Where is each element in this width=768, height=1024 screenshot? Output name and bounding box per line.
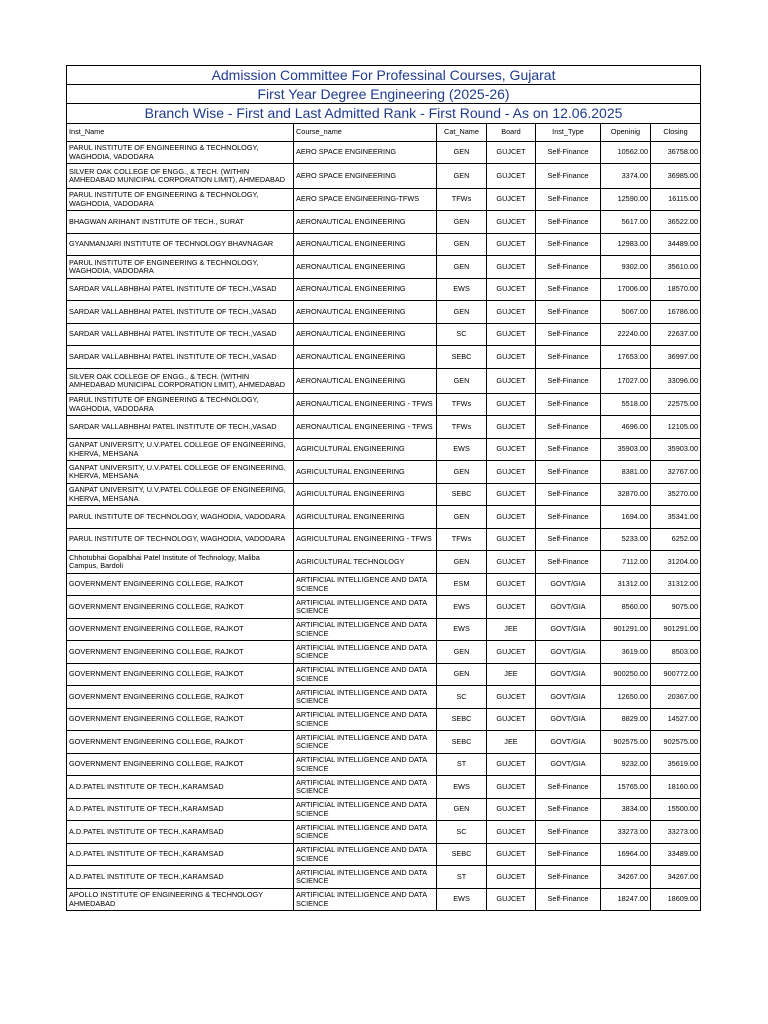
- board-cell: GUJCET: [487, 416, 536, 439]
- table-row: [67, 754, 701, 776]
- inst-type-cell: Self-Finance: [536, 301, 601, 324]
- board-cell: GUJCET: [487, 394, 536, 416]
- board-cell: GUJCET: [487, 461, 536, 484]
- course-name-cell: AGRICULTURAL TECHNOLOGY: [294, 551, 437, 574]
- table-row: [67, 279, 701, 301]
- opening-rank-cell: 12590.00: [601, 189, 651, 211]
- inst-type-cell: GOVT/GIA: [536, 731, 601, 754]
- category-cell: SC: [437, 686, 487, 709]
- closing-rank-cell: 34489.00: [651, 234, 701, 256]
- opening-rank-cell: 34267.00: [601, 866, 651, 889]
- inst-name-cell: A.D.PATEL INSTITUTE OF TECH.,KARAMSAD: [67, 821, 294, 844]
- inst-name-cell: PARUL INSTITUTE OF ENGINEERING & TECHNOLOGY, WAGHODIA, VADODARA: [67, 189, 294, 211]
- category-cell: GEN: [437, 664, 487, 686]
- table-row: [67, 416, 701, 439]
- opening-rank-cell: 15765.00: [601, 776, 651, 799]
- closing-rank-cell: 6252.00: [651, 529, 701, 551]
- inst-type-cell: Self-Finance: [536, 506, 601, 529]
- inst-name-cell: PARUL INSTITUTE OF ENGINEERING & TECHNOLOGY, WAGHODIA, VADODARA: [67, 394, 294, 416]
- board-cell: GUJCET: [487, 776, 536, 799]
- category-cell: GEN: [437, 142, 487, 164]
- category-cell: ESM: [437, 574, 487, 596]
- closing-rank-cell: 33273.00: [651, 821, 701, 844]
- category-cell: SC: [437, 324, 487, 346]
- board-cell: GUJCET: [487, 324, 536, 346]
- header-line-2: First Year Degree Engineering (2025-26): [67, 85, 701, 104]
- closing-rank-cell: 36522.00: [651, 211, 701, 234]
- inst-type-cell: Self-Finance: [536, 416, 601, 439]
- table-body: [67, 142, 701, 911]
- inst-type-cell: Self-Finance: [536, 164, 601, 189]
- table-row: [67, 461, 701, 484]
- inst-type-cell: Self-Finance: [536, 461, 601, 484]
- inst-type-cell: Self-Finance: [536, 211, 601, 234]
- table-row: [67, 641, 701, 664]
- course-name-cell: AGRICULTURAL ENGINEERING - TFWS: [294, 529, 437, 551]
- opening-rank-cell: 9232.00: [601, 754, 651, 776]
- table-row: [67, 866, 701, 889]
- course-name-cell: AERONAUTICAL ENGINEERING: [294, 346, 437, 369]
- inst-type-cell: Self-Finance: [536, 369, 601, 394]
- inst-name-cell: GANPAT UNIVERSITY, U.V.PATEL COLLEGE OF ENGINEERING, KHERVA, MEHSANA: [67, 439, 294, 461]
- table-row: [67, 211, 701, 234]
- category-cell: SEBC: [437, 731, 487, 754]
- closing-rank-cell: 35619.00: [651, 754, 701, 776]
- board-cell: GUJCET: [487, 211, 536, 234]
- inst-name-cell: SILVER OAK COLLEGE OF ENGG., & TECH. (WITHIN AMHEDABAD MUNICIPAL CORPORATION LIMIT), AHMEDABAD: [67, 369, 294, 394]
- category-cell: TFWs: [437, 189, 487, 211]
- board-cell: GUJCET: [487, 279, 536, 301]
- closing-rank-cell: 35610.00: [651, 256, 701, 279]
- inst-type-cell: Self-Finance: [536, 346, 601, 369]
- category-cell: TFWs: [437, 394, 487, 416]
- category-cell: ST: [437, 754, 487, 776]
- course-name-cell: ARTIFICIAL INTELLIGENCE AND DATA SCIENCE: [294, 709, 437, 731]
- board-cell: GUJCET: [487, 529, 536, 551]
- opening-rank-cell: 3619.00: [601, 641, 651, 664]
- header-line-1: Admission Committee For Professinal Courses, Gujarat: [67, 66, 701, 85]
- column-header-course-name: Course_name: [294, 124, 437, 142]
- inst-name-cell: GOVERNMENT ENGINEERING COLLEGE, RAJKOT: [67, 709, 294, 731]
- inst-name-cell: A.D.PATEL INSTITUTE OF TECH.,KARAMSAD: [67, 776, 294, 799]
- category-cell: SEBC: [437, 484, 487, 506]
- closing-rank-cell: 18570.00: [651, 279, 701, 301]
- column-header-cat-name: Cat_Name: [437, 124, 487, 142]
- opening-rank-cell: 32870.00: [601, 484, 651, 506]
- opening-rank-cell: 5067.00: [601, 301, 651, 324]
- course-name-cell: AERO SPACE ENGINEERING: [294, 164, 437, 189]
- inst-type-cell: Self-Finance: [536, 279, 601, 301]
- inst-name-cell: SARDAR VALLABHBHAI PATEL INSTITUTE OF TECH.,VASAD: [67, 324, 294, 346]
- inst-type-cell: Self-Finance: [536, 189, 601, 211]
- inst-name-cell: PARUL INSTITUTE OF ENGINEERING & TECHNOLOGY, WAGHODIA, VADODARA: [67, 256, 294, 279]
- inst-type-cell: Self-Finance: [536, 866, 601, 889]
- table-row: [67, 889, 701, 911]
- closing-rank-cell: 35270.00: [651, 484, 701, 506]
- opening-rank-cell: 8560.00: [601, 596, 651, 619]
- inst-type-cell: Self-Finance: [536, 394, 601, 416]
- inst-type-cell: GOVT/GIA: [536, 641, 601, 664]
- opening-rank-cell: 12650.00: [601, 686, 651, 709]
- closing-rank-cell: 22637.00: [651, 324, 701, 346]
- board-cell: GUJCET: [487, 142, 536, 164]
- opening-rank-cell: 4696.00: [601, 416, 651, 439]
- closing-rank-cell: 36985.00: [651, 164, 701, 189]
- category-cell: GEN: [437, 551, 487, 574]
- table-row: [67, 821, 701, 844]
- course-name-cell: AERONAUTICAL ENGINEERING: [294, 279, 437, 301]
- inst-name-cell: GOVERNMENT ENGINEERING COLLEGE, RAJKOT: [67, 574, 294, 596]
- inst-name-cell: GOVERNMENT ENGINEERING COLLEGE, RAJKOT: [67, 619, 294, 641]
- board-cell: GUJCET: [487, 686, 536, 709]
- closing-rank-cell: 18609.00: [651, 889, 701, 911]
- inst-name-cell: GOVERNMENT ENGINEERING COLLEGE, RAJKOT: [67, 596, 294, 619]
- category-cell: GEN: [437, 211, 487, 234]
- course-name-cell: ARTIFICIAL INTELLIGENCE AND DATA SCIENCE: [294, 889, 437, 911]
- table-row: [67, 301, 701, 324]
- inst-name-cell: SARDAR VALLABHBHAI PATEL INSTITUTE OF TECH.,VASAD: [67, 346, 294, 369]
- category-cell: EWS: [437, 596, 487, 619]
- category-cell: GEN: [437, 641, 487, 664]
- opening-rank-cell: 10562.00: [601, 142, 651, 164]
- inst-type-cell: Self-Finance: [536, 551, 601, 574]
- inst-name-cell: BHAGWAN ARIHANT INSTITUTE OF TECH., SURAT: [67, 211, 294, 234]
- course-name-cell: AGRICULTURAL ENGINEERING: [294, 461, 437, 484]
- table-row: [67, 189, 701, 211]
- course-name-cell: AGRICULTURAL ENGINEERING: [294, 506, 437, 529]
- opening-rank-cell: 8829.00: [601, 709, 651, 731]
- table-row: [67, 439, 701, 461]
- board-cell: GUJCET: [487, 551, 536, 574]
- category-cell: SEBC: [437, 709, 487, 731]
- inst-type-cell: Self-Finance: [536, 142, 601, 164]
- board-cell: GUJCET: [487, 506, 536, 529]
- closing-rank-cell: 8503.00: [651, 641, 701, 664]
- table-row: [67, 686, 701, 709]
- inst-type-cell: GOVT/GIA: [536, 709, 601, 731]
- board-cell: GUJCET: [487, 596, 536, 619]
- closing-rank-cell: 35903.00: [651, 439, 701, 461]
- closing-rank-cell: 34267.00: [651, 866, 701, 889]
- inst-name-cell: GOVERNMENT ENGINEERING COLLEGE, RAJKOT: [67, 686, 294, 709]
- opening-rank-cell: 900250.00: [601, 664, 651, 686]
- course-name-cell: ARTIFICIAL INTELLIGENCE AND DATA SCIENCE: [294, 776, 437, 799]
- category-cell: GEN: [437, 506, 487, 529]
- column-header-inst-name: Inst_Name: [67, 124, 294, 142]
- column-header-opening: Openinig: [601, 124, 651, 142]
- inst-type-cell: Self-Finance: [536, 776, 601, 799]
- closing-rank-cell: 31204.00: [651, 551, 701, 574]
- opening-rank-cell: 17027.00: [601, 369, 651, 394]
- course-name-cell: ARTIFICIAL INTELLIGENCE AND DATA SCIENCE: [294, 686, 437, 709]
- course-name-cell: AGRICULTURAL ENGINEERING: [294, 484, 437, 506]
- inst-type-cell: GOVT/GIA: [536, 664, 601, 686]
- course-name-cell: AERO SPACE ENGINEERING: [294, 142, 437, 164]
- inst-name-cell: SARDAR VALLABHBHAI PATEL INSTITUTE OF TECH.,VASAD: [67, 279, 294, 301]
- closing-rank-cell: 12105.00: [651, 416, 701, 439]
- closing-rank-cell: 16786.00: [651, 301, 701, 324]
- opening-rank-cell: 17006.00: [601, 279, 651, 301]
- board-cell: JEE: [487, 619, 536, 641]
- opening-rank-cell: 5233.00: [601, 529, 651, 551]
- category-cell: EWS: [437, 619, 487, 641]
- board-cell: GUJCET: [487, 256, 536, 279]
- table-row: [67, 256, 701, 279]
- inst-type-cell: GOVT/GIA: [536, 686, 601, 709]
- course-name-cell: AERONAUTICAL ENGINEERING - TFWS: [294, 394, 437, 416]
- opening-rank-cell: 12983.00: [601, 234, 651, 256]
- inst-type-cell: Self-Finance: [536, 324, 601, 346]
- closing-rank-cell: 18160.00: [651, 776, 701, 799]
- inst-name-cell: PARUL INSTITUTE OF TECHNOLOGY, WAGHODIA, VADODARA: [67, 506, 294, 529]
- board-cell: JEE: [487, 664, 536, 686]
- course-name-cell: ARTIFICIAL INTELLIGENCE AND DATA SCIENCE: [294, 866, 437, 889]
- opening-rank-cell: 8381.00: [601, 461, 651, 484]
- closing-rank-cell: 9075.00: [651, 596, 701, 619]
- header-line-3: Branch Wise - First and Last Admitted Rank - First Round - As on 12.06.2025: [67, 104, 701, 124]
- course-name-cell: ARTIFICIAL INTELLIGENCE AND DATA SCIENCE: [294, 731, 437, 754]
- category-cell: EWS: [437, 776, 487, 799]
- table-row: [67, 844, 701, 866]
- course-name-cell: ARTIFICIAL INTELLIGENCE AND DATA SCIENCE: [294, 641, 437, 664]
- inst-type-cell: Self-Finance: [536, 889, 601, 911]
- inst-name-cell: GOVERNMENT ENGINEERING COLLEGE, RAJKOT: [67, 641, 294, 664]
- course-name-cell: AERONAUTICAL ENGINEERING - TFWS: [294, 416, 437, 439]
- opening-rank-cell: 3834.00: [601, 799, 651, 821]
- category-cell: GEN: [437, 461, 487, 484]
- opening-rank-cell: 3374.00: [601, 164, 651, 189]
- opening-rank-cell: 902575.00: [601, 731, 651, 754]
- category-cell: EWS: [437, 889, 487, 911]
- closing-rank-cell: 33489.00: [651, 844, 701, 866]
- category-cell: GEN: [437, 369, 487, 394]
- inst-name-cell: A.D.PATEL INSTITUTE OF TECH.,KARAMSAD: [67, 844, 294, 866]
- course-name-cell: AERONAUTICAL ENGINEERING: [294, 234, 437, 256]
- inst-name-cell: GYANMANJARI INSTITUTE OF TECHNOLOGY BHAVNAGAR: [67, 234, 294, 256]
- opening-rank-cell: 5518.00: [601, 394, 651, 416]
- board-cell: GUJCET: [487, 844, 536, 866]
- closing-rank-cell: 15500.00: [651, 799, 701, 821]
- category-cell: GEN: [437, 234, 487, 256]
- course-name-cell: AERO SPACE ENGINEERING-TFWS: [294, 189, 437, 211]
- inst-type-cell: GOVT/GIA: [536, 619, 601, 641]
- course-name-cell: ARTIFICIAL INTELLIGENCE AND DATA SCIENCE: [294, 596, 437, 619]
- closing-rank-cell: 900772.00: [651, 664, 701, 686]
- closing-rank-cell: 22575.00: [651, 394, 701, 416]
- table-row: [67, 346, 701, 369]
- closing-rank-cell: 902575.00: [651, 731, 701, 754]
- inst-name-cell: SARDAR VALLABHBHAI PATEL INSTITUTE OF TECH.,VASAD: [67, 301, 294, 324]
- category-cell: GEN: [437, 256, 487, 279]
- column-header-board: Board: [487, 124, 536, 142]
- category-cell: EWS: [437, 279, 487, 301]
- course-name-cell: AERONAUTICAL ENGINEERING: [294, 369, 437, 394]
- board-cell: GUJCET: [487, 866, 536, 889]
- inst-type-cell: Self-Finance: [536, 799, 601, 821]
- inst-name-cell: SARDAR VALLABHBHAI PATEL INSTITUTE OF TECH.,VASAD: [67, 416, 294, 439]
- board-cell: GUJCET: [487, 189, 536, 211]
- inst-type-cell: Self-Finance: [536, 256, 601, 279]
- inst-type-cell: GOVT/GIA: [536, 754, 601, 776]
- course-name-cell: AERONAUTICAL ENGINEERING: [294, 211, 437, 234]
- table-row: [67, 142, 701, 164]
- table-row: [67, 529, 701, 551]
- document-sheet: [66, 65, 700, 911]
- inst-name-cell: GOVERNMENT ENGINEERING COLLEGE, RAJKOT: [67, 731, 294, 754]
- inst-name-cell: GANPAT UNIVERSITY, U.V.PATEL COLLEGE OF ENGINEERING, KHERVA, MEHSANA: [67, 461, 294, 484]
- course-name-cell: ARTIFICIAL INTELLIGENCE AND DATA SCIENCE: [294, 821, 437, 844]
- board-cell: GUJCET: [487, 484, 536, 506]
- inst-type-cell: Self-Finance: [536, 439, 601, 461]
- course-name-cell: AGRICULTURAL ENGINEERING: [294, 439, 437, 461]
- board-cell: JEE: [487, 731, 536, 754]
- table-row: [67, 619, 701, 641]
- board-cell: GUJCET: [487, 574, 536, 596]
- inst-name-cell: GOVERNMENT ENGINEERING COLLEGE, RAJKOT: [67, 664, 294, 686]
- category-cell: SEBC: [437, 844, 487, 866]
- board-cell: GUJCET: [487, 234, 536, 256]
- table-row: [67, 324, 701, 346]
- inst-type-cell: Self-Finance: [536, 234, 601, 256]
- course-name-cell: AERONAUTICAL ENGINEERING: [294, 324, 437, 346]
- table-row: [67, 709, 701, 731]
- category-cell: GEN: [437, 164, 487, 189]
- course-name-cell: AERONAUTICAL ENGINEERING: [294, 301, 437, 324]
- opening-rank-cell: 22240.00: [601, 324, 651, 346]
- opening-rank-cell: 9302.00: [601, 256, 651, 279]
- inst-type-cell: GOVT/GIA: [536, 574, 601, 596]
- course-name-cell: ARTIFICIAL INTELLIGENCE AND DATA SCIENCE: [294, 844, 437, 866]
- opening-rank-cell: 5617.00: [601, 211, 651, 234]
- column-header-row: [67, 124, 701, 142]
- inst-name-cell: GOVERNMENT ENGINEERING COLLEGE, RAJKOT: [67, 754, 294, 776]
- closing-rank-cell: 36758.00: [651, 142, 701, 164]
- inst-name-cell: PARUL INSTITUTE OF TECHNOLOGY, WAGHODIA, VADODARA: [67, 529, 294, 551]
- category-cell: EWS: [437, 439, 487, 461]
- board-cell: GUJCET: [487, 346, 536, 369]
- closing-rank-cell: 901291.00: [651, 619, 701, 641]
- table-row: [67, 551, 701, 574]
- closing-rank-cell: 36997.00: [651, 346, 701, 369]
- category-cell: GEN: [437, 799, 487, 821]
- closing-rank-cell: 14527.00: [651, 709, 701, 731]
- table-row: [67, 799, 701, 821]
- course-name-cell: ARTIFICIAL INTELLIGENCE AND DATA SCIENCE: [294, 619, 437, 641]
- closing-rank-cell: 31312.00: [651, 574, 701, 596]
- category-cell: SC: [437, 821, 487, 844]
- inst-type-cell: Self-Finance: [536, 529, 601, 551]
- course-name-cell: ARTIFICIAL INTELLIGENCE AND DATA SCIENCE: [294, 799, 437, 821]
- opening-rank-cell: 901291.00: [601, 619, 651, 641]
- closing-rank-cell: 32767.00: [651, 461, 701, 484]
- opening-rank-cell: 33273.00: [601, 821, 651, 844]
- opening-rank-cell: 17653.00: [601, 346, 651, 369]
- inst-type-cell: Self-Finance: [536, 484, 601, 506]
- column-header-inst-type: Inst_Type: [536, 124, 601, 142]
- table-row: [67, 596, 701, 619]
- category-cell: ST: [437, 866, 487, 889]
- inst-type-cell: Self-Finance: [536, 821, 601, 844]
- inst-name-cell: A.D.PATEL INSTITUTE OF TECH.,KARAMSAD: [67, 866, 294, 889]
- board-cell: GUJCET: [487, 369, 536, 394]
- inst-name-cell: GANPAT UNIVERSITY, U.V.PATEL COLLEGE OF ENGINEERING, KHERVA, MEHSANA: [67, 484, 294, 506]
- inst-name-cell: A.D.PATEL INSTITUTE OF TECH.,KARAMSAD: [67, 799, 294, 821]
- category-cell: TFWs: [437, 529, 487, 551]
- opening-rank-cell: 18247.00: [601, 889, 651, 911]
- inst-type-cell: Self-Finance: [536, 844, 601, 866]
- table-row: [67, 574, 701, 596]
- board-cell: GUJCET: [487, 709, 536, 731]
- board-cell: GUJCET: [487, 641, 536, 664]
- inst-name-cell: SILVER OAK COLLEGE OF ENGG., & TECH. (WITHIN AMHEDABAD MUNICIPAL CORPORATION LIMIT), AHMEDABAD: [67, 164, 294, 189]
- inst-type-cell: GOVT/GIA: [536, 596, 601, 619]
- opening-rank-cell: 1694.00: [601, 506, 651, 529]
- board-cell: GUJCET: [487, 301, 536, 324]
- table-row: [67, 369, 701, 394]
- course-name-cell: ARTIFICIAL INTELLIGENCE AND DATA SCIENCE: [294, 754, 437, 776]
- course-name-cell: ARTIFICIAL INTELLIGENCE AND DATA SCIENCE: [294, 574, 437, 596]
- board-cell: GUJCET: [487, 821, 536, 844]
- inst-name-cell: PARUL INSTITUTE OF ENGINEERING & TECHNOLOGY, WAGHODIA, VADODARA: [67, 142, 294, 164]
- table-row: [67, 664, 701, 686]
- inst-name-cell: APOLLO INSTITUTE OF ENGINEERING & TECHNOLOGY AHMEDABAD: [67, 889, 294, 911]
- course-name-cell: AERONAUTICAL ENGINEERING: [294, 256, 437, 279]
- admission-rank-table: [66, 65, 701, 911]
- board-cell: GUJCET: [487, 889, 536, 911]
- category-cell: TFWs: [437, 416, 487, 439]
- closing-rank-cell: 20367.00: [651, 686, 701, 709]
- category-cell: SEBC: [437, 346, 487, 369]
- board-cell: GUJCET: [487, 754, 536, 776]
- category-cell: GEN: [437, 301, 487, 324]
- table-row: [67, 484, 701, 506]
- closing-rank-cell: 33096.00: [651, 369, 701, 394]
- inst-name-cell: Chhotubhai Gopalbhai Patel Institute of Technology, Maliba Campus, Bardoli: [67, 551, 294, 574]
- table-row: [67, 731, 701, 754]
- opening-rank-cell: 31312.00: [601, 574, 651, 596]
- board-cell: GUJCET: [487, 164, 536, 189]
- opening-rank-cell: 7112.00: [601, 551, 651, 574]
- closing-rank-cell: 35341.00: [651, 506, 701, 529]
- table-row: [67, 506, 701, 529]
- table-row: [67, 164, 701, 189]
- table-row: [67, 776, 701, 799]
- table-row: [67, 234, 701, 256]
- opening-rank-cell: 35903.00: [601, 439, 651, 461]
- table-row: [67, 394, 701, 416]
- board-cell: GUJCET: [487, 439, 536, 461]
- opening-rank-cell: 16964.00: [601, 844, 651, 866]
- closing-rank-cell: 16115.00: [651, 189, 701, 211]
- board-cell: GUJCET: [487, 799, 536, 821]
- course-name-cell: ARTIFICIAL INTELLIGENCE AND DATA SCIENCE: [294, 664, 437, 686]
- column-header-closing: Closing: [651, 124, 701, 142]
